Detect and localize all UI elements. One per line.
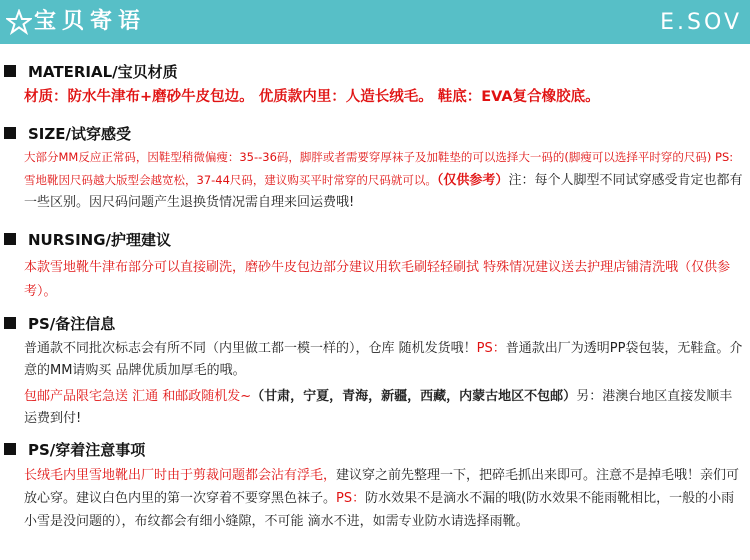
bullet-square-icon	[4, 127, 16, 139]
star-outline-icon	[6, 9, 32, 35]
ps-info-paragraph-2	[24, 386, 744, 430]
section-title: NURSING/护理建议	[28, 231, 172, 249]
ps-info-paragraph-1	[24, 338, 744, 382]
bullet-square-icon	[4, 317, 16, 329]
bullet-square-icon	[4, 65, 16, 77]
brand-logo: E.SOV	[660, 10, 742, 35]
nursing-text: 本款雪地靴牛津布部分可以直接刷洗，磨砂牛皮包边部分建议用软毛刷轻轻刷拭 特殊情况建议送去护理店铺清洗哦（仅供参考）。	[24, 260, 731, 299]
section-title: SIZE/试穿感受	[28, 125, 131, 143]
shipping-exclusion-text: （甘肃，宁夏，青海，新疆，西藏，内蒙古地区不包邮）	[251, 389, 577, 404]
wear-text: 建议穿之前先整理一下，把碎毛抓出来即可。注意不是掉毛哦！亲们可放心穿。建议白色内里的第一次穿着不要穿黑色袜子。	[24, 468, 740, 506]
ps-label: PS：	[336, 491, 366, 506]
size-red-note: （仅供参考）	[436, 173, 509, 188]
bullet-square-icon	[4, 233, 16, 245]
ps-label: PS：	[476, 341, 506, 356]
size-red-text: 大部分MM反应正常码，因鞋型稍微偏瘦：35--36码，脚胖或者需要穿厚袜子及加鞋垫的可以选择大一码的(脚瘦可以选择平时穿的尺码) PS:雪地靴因尺码越大版型会越宽松，37-44尺码，建议购买平时常穿的尺码就可以。	[24, 150, 734, 187]
ps-wear-text	[24, 464, 744, 533]
ps-info-text: 普通款出厂为透明PP袋包装，无鞋盒。介意的MM请购买 品牌优质加厚毛的哦。	[24, 341, 743, 378]
section-title: PS/备注信息	[28, 315, 116, 333]
shipping-note-text: 另：港澳台地区直接发顺丰运费到付!	[24, 389, 733, 426]
section-title: PS/穿着注意事项	[28, 441, 146, 459]
bullet-square-icon	[4, 443, 16, 455]
shipping-text: 包邮产品限宅急送 汇通 和邮政随机发~	[24, 389, 252, 404]
wear-text: 防水效果不是滴水不漏的哦(防水效果不能雨靴相比，一般的小雨 小雪是没问题的），布纹都会有细小缝隙，不可能 滴水不进，如需专业防水请选择雨靴。	[24, 491, 735, 529]
wear-red-text: 长绒毛内里雪地靴出厂时由于剪裁问题都会沾有浮毛，	[24, 468, 337, 483]
header-bar	[0, 0, 750, 44]
material-text: 材质：防水牛津布+磨砂牛皮包边。 优质款内里：人造长绒毛。 鞋底：EVA复合橡胶底。	[24, 89, 600, 105]
ps-info-text: 普通款不同批次标志会有所不同（内里做工都一模一样的），仓库 随机发货哦！	[24, 341, 477, 356]
size-note-text: 注：每个人脚型不同试穿感受肯定也都有一些区别。因尺码问题产生退换货情况需自理来回运费哦!	[24, 173, 743, 210]
section-title: MATERIAL/宝贝材质	[28, 63, 178, 81]
size-text	[24, 146, 744, 214]
page-title: 宝贝寄语	[34, 9, 147, 34]
